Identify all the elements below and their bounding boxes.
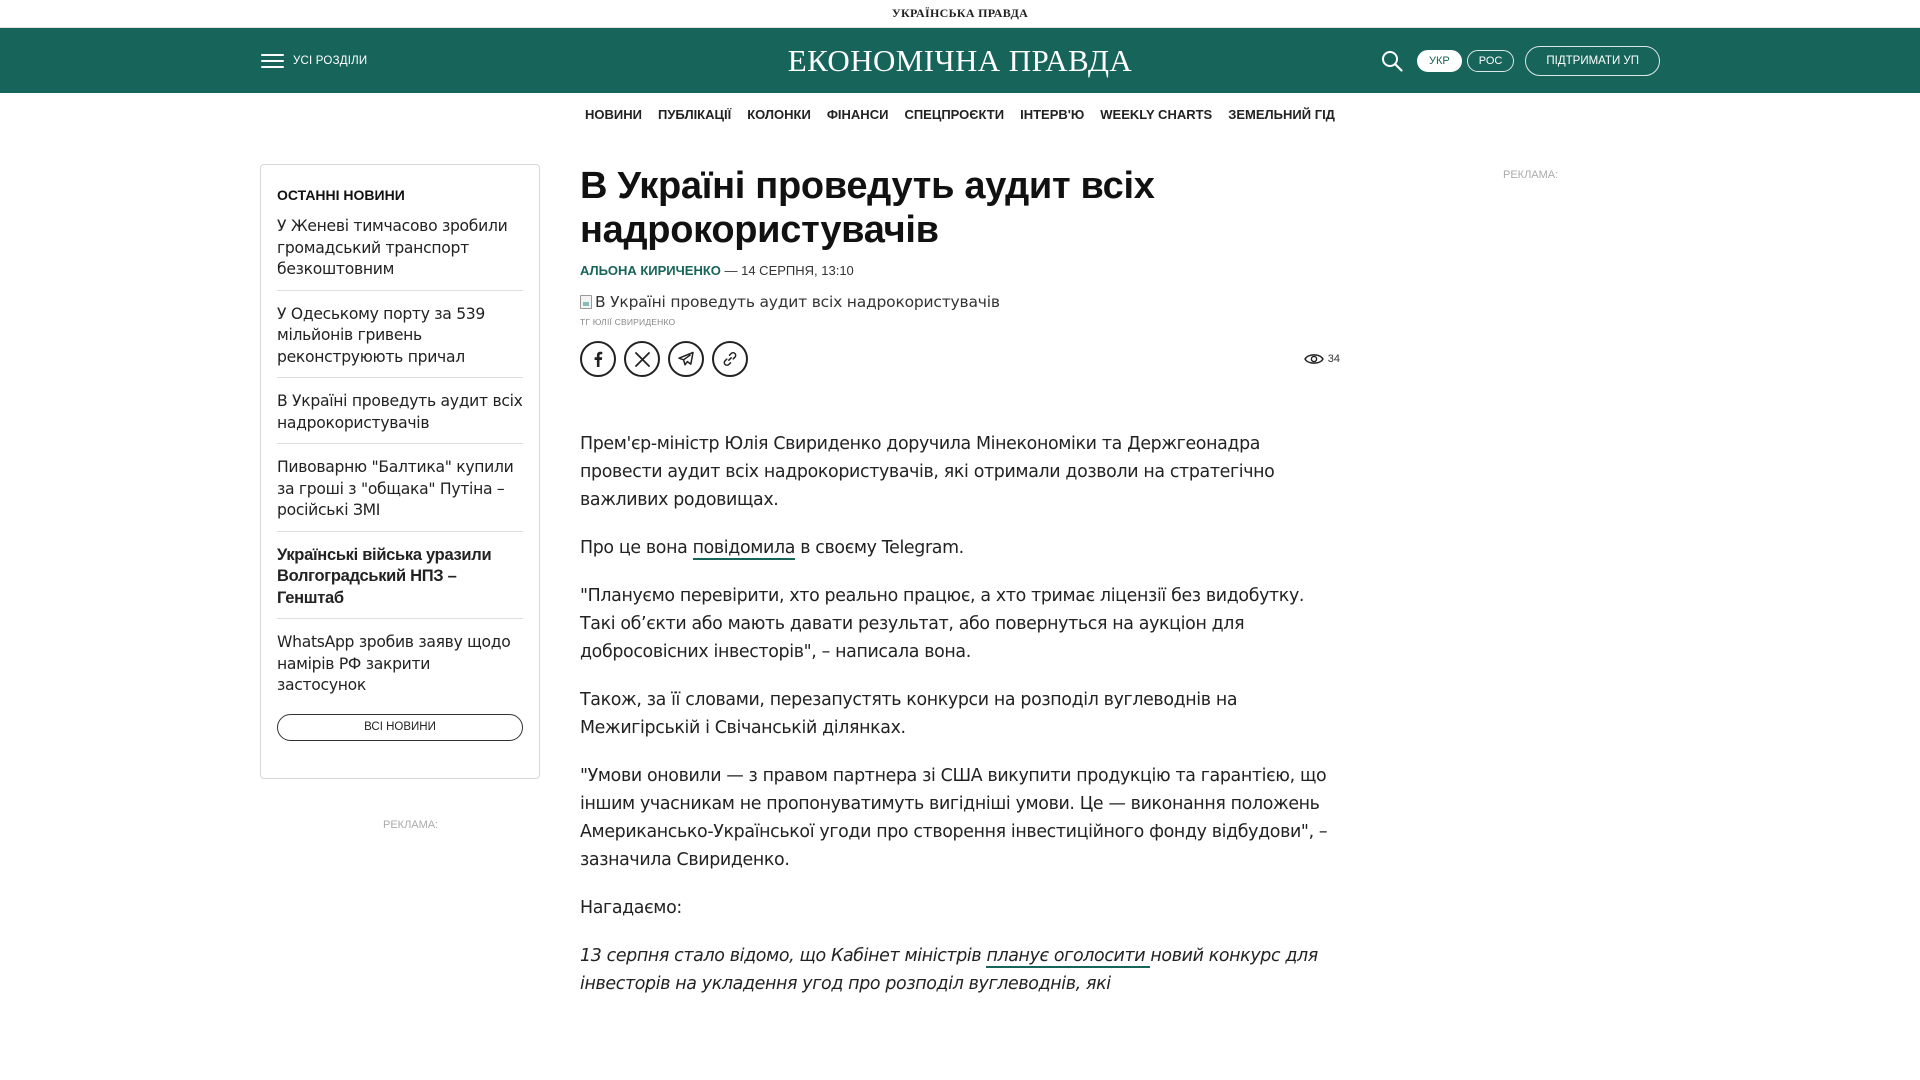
telegram-source-link[interactable]: повідомила	[692, 538, 796, 558]
views-counter	[1304, 341, 1340, 377]
views-count: 34	[1327, 353, 1340, 365]
header	[0, 28, 1920, 93]
header-actions	[1379, 28, 1660, 93]
author-link[interactable]: АЛЬОНА КИРИЧЕНКО	[580, 263, 721, 278]
related-article-link[interactable]: планує оголосити	[986, 946, 1151, 966]
share-bar	[580, 341, 1340, 377]
photo-credit: ТГ ЮЛІЇ СВИРИДЕНКО	[580, 317, 676, 327]
news-item[interactable]: У Женеві тимчасово зробили громадський транспорт безкоштовним	[277, 212, 523, 291]
article	[580, 164, 1340, 1018]
menu-label: УСІ РОЗДІЛИ	[293, 54, 368, 67]
nav-news[interactable]: НОВИНИ	[585, 106, 642, 122]
article-meta	[580, 263, 1340, 278]
news-item[interactable]: WhatsApp зробив заяву щодо намірів РФ закрити застосунок	[277, 633, 511, 694]
text-segment: в своєму Telegram.	[795, 538, 964, 558]
text-segment: новий конкурс для інвесторів на укладення угод про розподіл вуглеводнів, які	[580, 946, 1318, 994]
paragraph: Також, за її словами, перезапустять конкурси на розподіл вуглеводнів на Межигірській і Свічанській ділянках.	[580, 690, 1238, 738]
nav-weekly-charts[interactable]: WEEKLY CHARTS	[1100, 106, 1213, 122]
ad-label-right: РЕКЛАМА:	[1503, 169, 1559, 181]
x-icon	[635, 352, 650, 367]
nav-special-projects[interactable]: СПЕЦПРОЄКТИ	[904, 106, 1005, 122]
news-item[interactable]: Українські війська уразили Волгоградський НПЗ – Генштаб	[277, 541, 523, 620]
paragraph	[580, 942, 1340, 998]
ad-label-left: РЕКЛАМА:	[383, 819, 439, 831]
facebook-icon	[590, 351, 606, 367]
hamburger-icon	[261, 54, 284, 68]
paragraph: "Умови оновили — з правом партнера зі США викупити продукцію та гарантією, що іншим учасникам не пропонуватимуть вигідніші умови. Це — виконання положень Американсько-Української угоди про створення інвестиційного фонду відбудови", – зазначила Свириденко.	[580, 766, 1328, 870]
nav-land-guide[interactable]: ЗЕМЕЛЬНИЙ ГІД	[1228, 106, 1335, 122]
latest-news-sidebar	[260, 164, 540, 779]
search-icon	[1381, 50, 1403, 72]
eye-icon	[1304, 352, 1324, 366]
share-telegram-button[interactable]	[668, 341, 704, 377]
paragraph: Нагадаємо:	[580, 898, 682, 918]
article-body	[580, 430, 1340, 998]
all-news-button[interactable]: ВСІ НОВИНИ	[277, 714, 523, 741]
paragraph	[580, 534, 1340, 562]
telegram-icon	[678, 351, 694, 367]
search-button[interactable]	[1379, 48, 1405, 74]
share-facebook-button[interactable]	[580, 341, 616, 377]
broken-image-icon	[580, 295, 592, 309]
news-item[interactable]: В Україні проведуть аудит всіх надрокористувачів	[277, 387, 523, 444]
brand-logo[interactable]: ЕКОНОМІЧНА ПРАВДА	[787, 42, 1133, 78]
main-nav	[0, 93, 1920, 135]
copy-link-button[interactable]	[712, 341, 748, 377]
nav-columns[interactable]: КОЛОНКИ	[747, 106, 811, 122]
paragraph: "Плануємо перевірити, хто реально працює, а хто тримає ліцензії без видобутку. Такі об’єкти або мають давати результат, або повернуться на аукціон для добросовісних інвесторів", – написала вона.	[580, 586, 1305, 662]
top-bar	[0, 0, 1920, 28]
article-image	[580, 293, 1340, 311]
link-icon	[722, 351, 738, 367]
site-logo[interactable]: УКРАЇНСЬКА ПРАВДА	[891, 6, 1029, 20]
lang-ukr-button[interactable]: УКР	[1417, 50, 1462, 72]
nav-publications[interactable]: ПУБЛІКАЦІЇ	[658, 106, 732, 122]
news-item[interactable]: Пивоварню "Балтика" купили за гроші з "общака" Путіна – російські ЗМІ	[277, 453, 523, 532]
lang-ros-button[interactable]: РОС	[1467, 50, 1515, 72]
publish-date: — 14 СЕРПНЯ, 13:10	[724, 263, 854, 278]
article-title: В Україні проведуть аудит всіх надрокористувачів	[580, 165, 1155, 251]
text-segment: 13 серпня стало відомо, що Кабінет міністрів	[580, 946, 987, 966]
paragraph: Прем'єр-міністр Юлія Свириденко доручила Мінекономіки та Держгеонадра провести аудит всіх надрокористувачів, які отримали дозволи на стратегічно важливих родовищах.	[580, 434, 1275, 510]
text-segment: Про це вона	[580, 538, 693, 558]
news-item[interactable]: У Одеському порту за 539 мільйонів гривень реконструюють причал	[277, 300, 523, 379]
sidebar-title: ОСТАННІ НОВИНИ	[277, 187, 405, 203]
image-alt-text: В Україні проведуть аудит всіх надрокористувачів	[595, 293, 1000, 311]
nav-interviews[interactable]: ІНТЕРВ'Ю	[1020, 106, 1085, 122]
all-sections-button[interactable]	[261, 28, 367, 93]
share-x-button[interactable]	[624, 341, 660, 377]
support-button[interactable]: ПІДТРИМАТИ УП	[1525, 46, 1660, 76]
nav-finance[interactable]: ФІНАНСИ	[826, 106, 889, 122]
